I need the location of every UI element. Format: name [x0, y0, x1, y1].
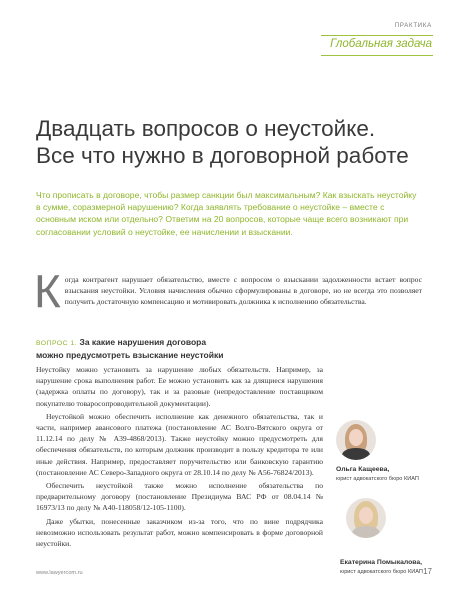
dropcap-letter: К	[34, 265, 61, 317]
answer-paragraph: Неустойку можно установить за нарушение любых обязательств. Например, за нарушение срока выполнения работ. Ее можно установить как за длящиеся нарушения (задержка оплаты по договору), так и за разовые (непредоставление поставщиком покупателю товаросопроводительной документации).	[36, 365, 323, 408]
question-text-line-1: За какие нарушения договора	[79, 337, 207, 347]
intro-text: огда контрагент нарушает обязательство, вместе с вопросом о взыскании задолженности встает вопрос взыскания неустойки. Условия начисления обычно сформулированы в договоре, но не всегда это позволяет получить достаточную компенсацию и мотивировать должника к исполнению обязательства.	[64, 275, 422, 307]
question-number: ВОПРОС 1.	[36, 340, 78, 347]
article-intro	[34, 265, 422, 317]
answer-paragraph: Даже убытки, понесенные заказчиком из-за того, что по вине подрядчика невозможно использовать результат работ, можно компенсировать в форме договорной неустойки.	[36, 516, 323, 549]
article-title-line-1: Двадцать вопросов о неустойке.	[36, 116, 376, 141]
article-lead: Что прописать в договоре, чтобы размер санкции был максимальным? Как взыскать неустойку в сумме, соразмерной нарушению? Когда заявлять требование о неустойке – вместе с основным иском или отдельно? Ответим на 20 вопросов, которые чаще всего возникают при согласовании условий о неустойке, ее начислении и взыскании.	[36, 190, 417, 237]
author-name-1: Ольга Кащеева,	[336, 466, 390, 473]
answer-paragraph: Обеспечить неустойкой также можно исполнение обязательства по предварительному договору (постановление Президиума ВАС РФ от 08.04.14 № 16973/13 по делу № А40-118058/12-105-1100).	[36, 481, 323, 513]
article-title	[36, 115, 436, 169]
author-name-2: Екатерина Помыкалова,	[340, 559, 423, 566]
header-divider-bottom	[321, 55, 433, 56]
author-photo-1	[336, 420, 376, 460]
footer-site-link[interactable]: www.lawyercom.ru	[36, 570, 83, 576]
author-photo-2	[346, 498, 386, 538]
author-role-1: юрист адвокатского бюро КИАП	[336, 476, 419, 482]
answer-paragraph: Неустойкой можно обеспечить исполнение как денежного обязательства, так и части, например авансового платежа (постановление АС Волго-Вятского округа от 11.12.14 по делу № А39-4868/2013). Также неустойку можно предусмотреть для обеспечения обязательств, по которым должник производит в пользу кредитора те или иные действия. Например, предоставляет поручительство или банковскую гарантию (постановление АС Северо-Западного округа от 28.10.14 по делу № А56-76824/2013).	[36, 411, 323, 477]
answer-body	[36, 364, 323, 551]
section-label: ПРАКТИКА	[394, 23, 432, 29]
question-text-line-2: можно предусмотреть взыскание неустойки	[36, 349, 224, 360]
article-title-line-2: Все что нужно в договорной работе	[36, 143, 409, 168]
rubric-title: Глобальная задача	[330, 38, 432, 50]
page-number: 17	[423, 567, 432, 576]
author-role-2: юрист адвокатского бюро КИАП	[340, 569, 423, 575]
header-divider-top	[321, 35, 433, 36]
question-heading	[36, 337, 336, 361]
